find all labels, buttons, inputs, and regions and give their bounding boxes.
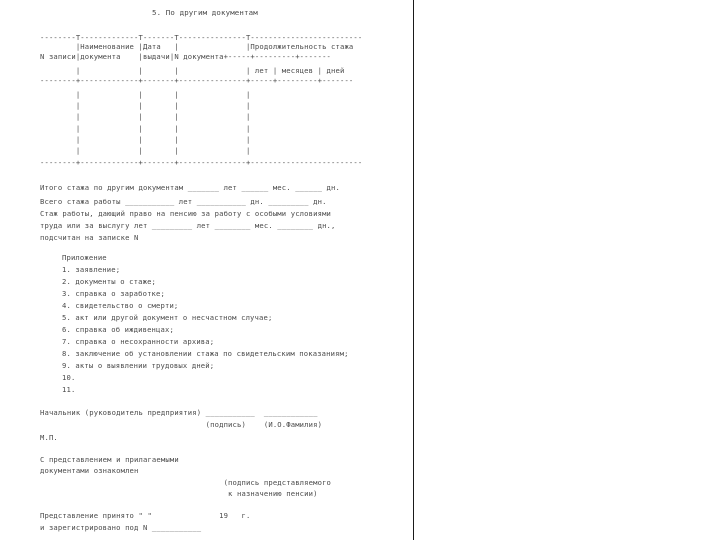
list-item: 1. заявление; bbox=[62, 265, 121, 274]
acceptance-line: (подпись представляемого bbox=[40, 478, 332, 487]
totals-line: Итого стажа по другим документам _______ лет ______ мес. ______ дн. bbox=[40, 183, 340, 192]
list-item: 6. справка об иждивенцах; bbox=[62, 325, 174, 334]
totals-line: Стаж работы, дающий право на пенсию за работу с особыми условиями bbox=[40, 209, 332, 218]
list-item: 5. акт или другой документ о несчастном случае; bbox=[62, 313, 273, 322]
table-header-row-3: | | | | лет | месяцев | дней bbox=[40, 66, 345, 75]
table-bottom-rule: --------+-------------+-------+---------------+------------------------- bbox=[40, 158, 363, 167]
stamp-place: М.П. bbox=[40, 433, 58, 442]
right-margin-rule bbox=[413, 0, 414, 540]
totals-line: труда или за выслугу лет _________ лет ________ мес. ________ дн., bbox=[40, 221, 336, 230]
table-header-rule: --------+-------------+-------+---------------+-----+---------+------- bbox=[40, 76, 354, 85]
table-row: | | | | bbox=[40, 124, 251, 133]
totals-line: подсчитан на записке N bbox=[40, 233, 139, 242]
acceptance-line: документами ознакомлен bbox=[40, 466, 139, 475]
list-item: 8. заключение об установлении стажа по свидетельским показаниям; bbox=[62, 349, 349, 358]
acceptance-line: С представлением и прилагаемыми bbox=[40, 455, 179, 464]
list-item: 7. справка о несохранности архива; bbox=[62, 337, 215, 346]
table-row: | | | | bbox=[40, 101, 251, 110]
table-header-row-2: N записи|документа |выдачи|N документа+-----+---------+------- bbox=[40, 52, 332, 61]
list-item: 9. акты о выявлении трудовых дней; bbox=[62, 361, 215, 370]
list-item: 4. свидетельство о смерти; bbox=[62, 301, 179, 310]
acceptance-line: к назначению пенсии) bbox=[40, 489, 318, 498]
totals-line: Всего стажа работы ___________ лет ___________ дн. _________ дн. bbox=[40, 197, 327, 206]
table-row: | | | | bbox=[40, 135, 251, 144]
table-row: | | | | bbox=[40, 90, 251, 99]
list-item: 2. документы о стаже; bbox=[62, 277, 157, 286]
signature-captions: (подпись) (И.О.Фамилия) bbox=[40, 420, 323, 429]
table-row: | | | | bbox=[40, 112, 251, 121]
table-row: | | | | bbox=[40, 146, 251, 155]
attachments-heading: Приложение bbox=[62, 253, 107, 262]
section-title: 5. По другим документам bbox=[152, 8, 258, 17]
list-item: 11. bbox=[62, 385, 76, 394]
footer-line: и зарегистрировано под N ___________ bbox=[40, 523, 202, 532]
list-item: 10. bbox=[62, 373, 76, 382]
footer-line: Представление принято " " 19 г. bbox=[40, 511, 251, 520]
table-top-rule: --------T-------------T-------T---------------T------------------------- bbox=[40, 33, 363, 42]
list-item: 3. справка о заработке; bbox=[62, 289, 165, 298]
table-header-row-1: |Наименование |Дата | |Продолжительность стажа bbox=[40, 42, 354, 51]
signature-line: Начальник (руководитель предприятия) ___________ ____________ bbox=[40, 408, 318, 417]
